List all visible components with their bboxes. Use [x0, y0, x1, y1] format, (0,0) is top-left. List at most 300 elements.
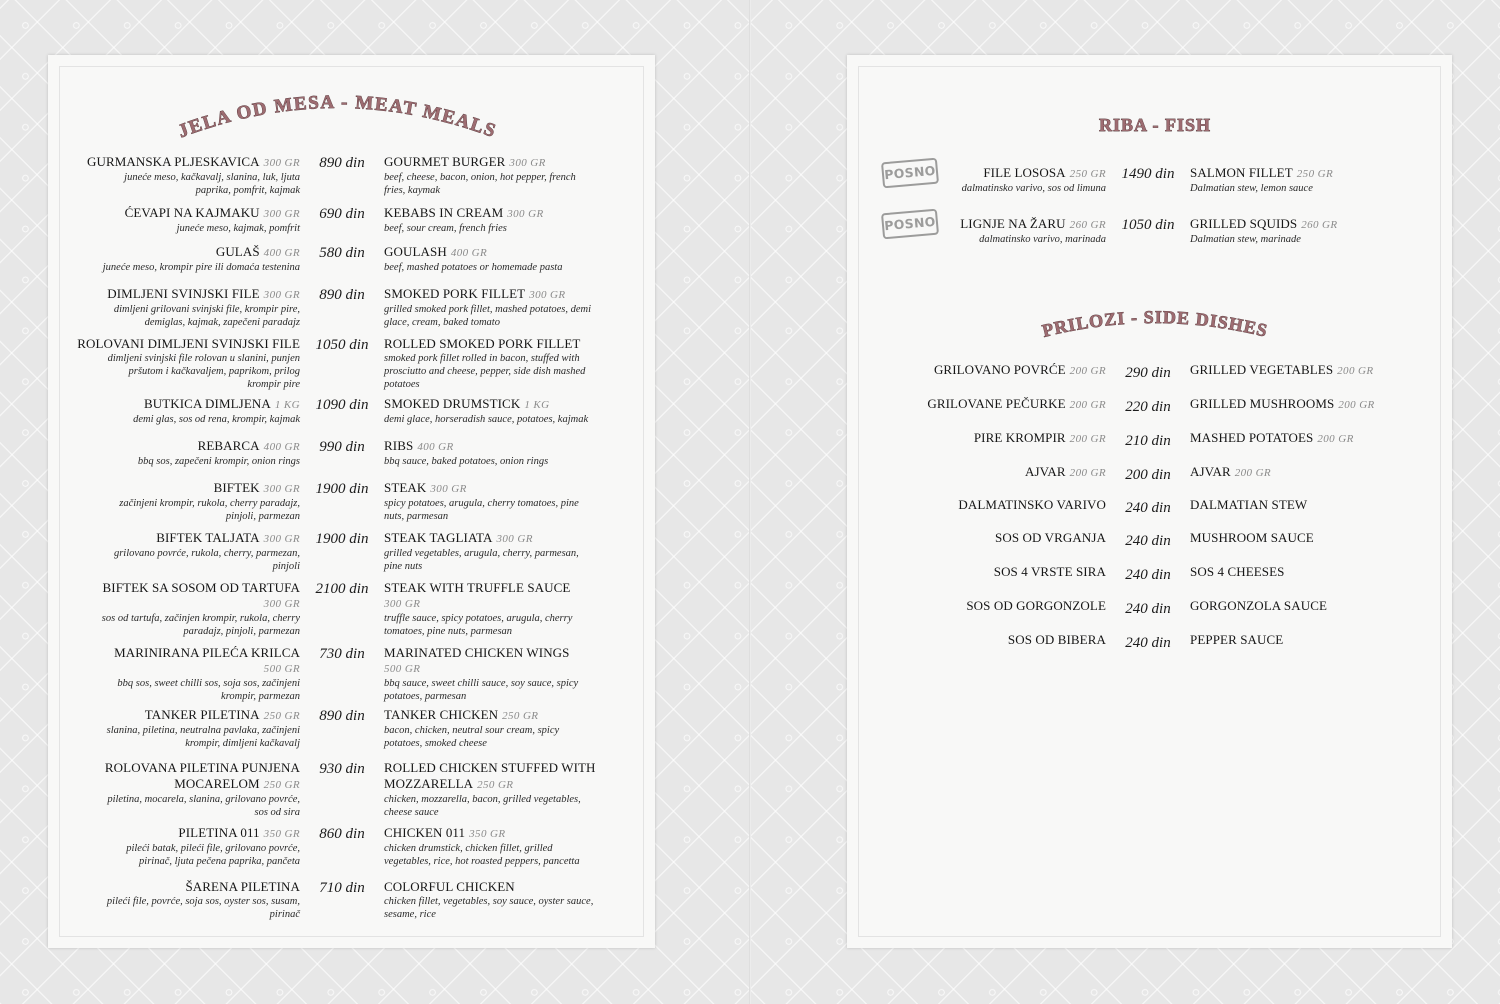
item-weight-sr: 500 GR — [263, 663, 300, 675]
posno-stamp: POSNO — [881, 209, 939, 240]
item-en-block — [384, 396, 634, 426]
item-name-line-sr — [880, 362, 1106, 379]
item-name-en: DALMATIAN STEW — [1190, 497, 1308, 512]
item-price: 890 din — [319, 708, 365, 724]
item-price: 290 din — [1125, 365, 1171, 381]
item-en-block — [384, 205, 634, 235]
item-name-sr: PILETINA 011 — [178, 825, 260, 840]
item-name-line-en — [384, 707, 634, 724]
item-weight-en: 200 GR — [1338, 399, 1375, 411]
item-en-block — [384, 879, 634, 921]
item-name-line-en — [384, 760, 634, 793]
item-sr-block — [880, 396, 1106, 413]
item-description-line: demi glace, horseradish sauce, potatoes, kajmak — [384, 414, 589, 425]
item-name-line-sr — [880, 216, 1106, 233]
item-name-sr: LIGNJE NA ŽARU — [960, 216, 1066, 231]
item-weight-en: 200 GR — [1337, 365, 1374, 377]
item-name-line-sr — [880, 464, 1106, 481]
item-price: 730 din — [319, 646, 365, 662]
item-sr-block — [880, 564, 1106, 580]
item-name-sr: ROLOVANA PILETINA PUNJENA MOCARELOM — [104, 760, 300, 791]
meat-section-title-text: JELA OD MESA - MEAT MEALS — [175, 91, 500, 143]
item-name-line-en — [1190, 165, 1440, 182]
item-name-line-en — [384, 580, 634, 612]
item-name-line-en — [384, 530, 634, 547]
item-description-line: sos od tartufa, začinjen krompir, rukola, cherry — [101, 613, 300, 624]
item-price: 1090 din — [315, 397, 369, 413]
item-description-en — [384, 793, 634, 819]
item-description-line: smoked pork fillet rolled in bacon, stuffed with — [384, 353, 580, 364]
posno-stamp: POSNO — [881, 158, 939, 189]
item-price: 1900 din — [315, 531, 369, 547]
item-description-en — [384, 547, 634, 573]
item-en-block — [384, 244, 634, 274]
item-description-line: truffle sauce, spicy potatoes, arugula, cherry — [384, 613, 573, 624]
item-description-line: spicy potatoes, arugula, cherry tomatoes, pine — [384, 498, 579, 509]
item-price: 200 din — [1125, 467, 1171, 483]
item-en-block — [1190, 216, 1440, 246]
item-name-line-sr — [56, 760, 300, 793]
item-name-line-sr — [56, 154, 300, 171]
item-sr-block — [56, 438, 300, 468]
item-weight-sr: 200 GR — [1069, 467, 1106, 479]
item-name-sr: GRILOVANE PEČURKE — [927, 396, 1066, 411]
item-weight-en: 250 GR — [502, 710, 539, 722]
item-name-en: CHICKEN 011 — [384, 825, 466, 840]
item-weight-en: 300 GR — [507, 208, 544, 220]
item-sr-block — [56, 825, 300, 868]
item-weight-en: 250 GR — [477, 779, 514, 791]
item-name-en: STEAK TAGLIATA — [384, 530, 493, 545]
item-name-sr: AJVAR — [1024, 464, 1066, 479]
item-weight-sr: 300 GR — [263, 483, 300, 495]
item-name-line-sr — [880, 430, 1106, 447]
item-name-sr: SOS 4 VRSTE SIRA — [993, 564, 1106, 579]
item-description-en — [384, 895, 634, 921]
item-description-en — [384, 677, 634, 703]
meat-section-title — [175, 92, 499, 142]
item-description-sr — [56, 303, 300, 329]
item-price: 240 din — [1125, 533, 1171, 549]
item-en-block — [1190, 564, 1440, 580]
item-name-line-sr — [880, 165, 1106, 182]
item-weight-en: 300 GR — [384, 598, 421, 610]
item-sr-block — [56, 396, 300, 426]
item-name-line-sr — [56, 707, 300, 724]
item-description-line: bbq sauce, baked potatoes, onion rings — [384, 456, 549, 467]
item-description-line: pirinač — [269, 909, 300, 920]
item-name-sr: SOS OD BIBERA — [1007, 632, 1106, 647]
item-description-line: fries, kaymak — [384, 185, 440, 196]
item-description-line: dalmatinsko varivo, sos od limuna — [961, 183, 1106, 194]
item-sr-block — [880, 464, 1106, 481]
item-description-line: beef, cheese, bacon, onion, hot pepper, french — [384, 172, 576, 183]
item-en-block — [384, 286, 634, 329]
item-name-sr: SOS OD VRGANJA — [995, 530, 1106, 545]
item-name-sr: GRILOVANO POVRĆE — [933, 362, 1066, 377]
item-name-sr: DIMLJENI SVINJSKI FILE — [107, 286, 260, 301]
item-weight-sr: 400 GR — [263, 247, 300, 259]
item-name-en: MARINATED CHICKEN WINGS — [384, 645, 570, 660]
item-description-line: beef, sour cream, french fries — [384, 223, 507, 234]
item-name-sr: ROLOVANI DIMLJENI SVINJSKI FILE — [77, 336, 300, 351]
item-name-line-en — [384, 645, 634, 677]
item-sr-block — [56, 879, 300, 921]
item-description-line: pinjoli — [272, 561, 300, 572]
item-name-en: TANKER CHICKEN — [384, 707, 499, 722]
item-description-sr — [56, 895, 300, 921]
item-description-en — [384, 171, 634, 197]
item-description-line: grilovano povrće, rukola, cherry, parmezan, — [113, 548, 300, 559]
item-en-block — [1190, 430, 1440, 447]
item-weight-sr: 200 GR — [1069, 365, 1106, 377]
item-name-sr: ĆEVAPI NA KAJMAKU — [124, 205, 260, 220]
item-name-line-en — [384, 286, 634, 303]
item-description-line: bbq sauce, sweet chilli sauce, soy sauce, spicy — [384, 678, 579, 689]
item-weight-sr: 1 KG — [274, 399, 300, 411]
item-description-sr — [56, 724, 300, 750]
item-description-line: chicken, mozzarella, bacon, grilled vegetables, — [384, 794, 581, 805]
item-weight-sr: 300 GR — [263, 208, 300, 220]
item-name-en: RIBS — [384, 438, 414, 453]
item-name-en: GORGONZOLA SAUCE — [1190, 598, 1328, 613]
item-sr-block — [56, 336, 300, 391]
item-name-line-sr — [880, 396, 1106, 413]
item-weight-sr: 260 GR — [1069, 219, 1106, 231]
item-description-en — [384, 497, 634, 523]
item-name-line-sr — [880, 632, 1106, 648]
item-name-line-en — [384, 438, 634, 455]
item-name-en: SOS 4 CHEESES — [1190, 564, 1285, 579]
item-weight-en: 200 GR — [1234, 467, 1272, 479]
item-name-line-sr — [56, 480, 300, 497]
item-weight-en: 250 GR — [1296, 168, 1334, 180]
item-name-line-en — [384, 336, 634, 352]
item-name-sr: GURMANSKA PLJESKAVICA — [86, 154, 260, 169]
item-name-sr: MARINIRANA PILEĆA KRILCA — [114, 645, 300, 660]
item-name-line-en — [384, 154, 634, 171]
item-description-sr — [56, 455, 300, 468]
item-description-line: bbq sos, sweet chilli sos, soja sos, začinjeni — [117, 678, 300, 689]
item-description-line: juneće meso, kačkavalj, slanina, luk, ljuta — [124, 172, 300, 183]
item-description-en — [384, 612, 634, 638]
item-name-en: GRILLED MUSHROOMS — [1190, 396, 1335, 411]
item-description-line: pršutom i kačkavaljem, paprikom, prilog — [128, 366, 300, 377]
page-fold — [749, 0, 751, 1004]
item-description-line: krompir pire — [247, 379, 300, 390]
item-weight-sr: 300 GR — [263, 533, 300, 545]
item-en-block — [1190, 165, 1440, 195]
item-description-line: krompir, dimljeni kačkavalj — [185, 738, 300, 749]
item-name-line-en — [1190, 396, 1440, 413]
item-sr-block — [880, 216, 1106, 246]
item-name-sr: PIRE KROMPIR — [973, 430, 1066, 445]
item-name-line-en — [1190, 464, 1440, 481]
item-en-block — [384, 580, 634, 638]
item-description-line: Dalmatian stew, lemon sauce — [1190, 183, 1313, 194]
item-name-line-en — [1190, 430, 1440, 447]
item-description-line: juneće meso, kajmak, pomfrit — [176, 223, 300, 234]
item-description-line: chicken drumstick, chicken fillet, grilled — [384, 843, 553, 854]
item-description-line: demiglas, kajmak, zapečeni paradajz — [144, 317, 300, 328]
item-description-line: demi glas, sos od rena, krompir, kajmak — [133, 414, 300, 425]
item-en-block — [1190, 396, 1440, 413]
item-name-line-sr — [880, 530, 1106, 546]
item-name-en: SALMON FILLET — [1190, 165, 1293, 180]
item-name-en: GRILLED SQUIDS — [1190, 216, 1298, 231]
item-name-line-sr — [880, 564, 1106, 580]
fish-section-title: RIBA - FISH — [1098, 115, 1212, 135]
item-name-line-sr — [56, 825, 300, 842]
item-name-line-sr — [56, 244, 300, 261]
item-description-line: juneće meso, krompir pire ili domaća testenina — [102, 262, 300, 273]
item-weight-sr: 300 GR — [263, 157, 300, 169]
item-description-en — [384, 455, 634, 468]
item-description-line: dalmatinsko varivo, marinada — [979, 234, 1106, 245]
item-weight-en: 300 GR — [430, 483, 467, 495]
item-name-en: ROLLED SMOKED PORK FILLET — [384, 336, 581, 351]
item-weight-sr: 200 GR — [1069, 433, 1106, 445]
item-description-en — [1190, 182, 1440, 195]
item-price: 1490 din — [1121, 166, 1175, 182]
item-name-line-sr — [56, 205, 300, 222]
item-description-line: dimljeni grilovani svinjski file, krompir pire, — [113, 304, 300, 315]
item-en-block — [384, 480, 634, 523]
item-weight-sr: 300 GR — [263, 289, 300, 301]
item-description-line: potatoes, parmesan — [384, 691, 467, 702]
item-en-block — [1190, 598, 1440, 614]
item-description-en — [384, 303, 634, 329]
item-name-en: COLORFUL CHICKEN — [384, 879, 515, 894]
item-name-en: GRILLED VEGETABLES — [1190, 362, 1334, 377]
item-name-line-en — [384, 879, 634, 895]
item-en-block — [384, 336, 634, 391]
item-description-line: sesame, rice — [384, 909, 436, 920]
item-description-sr — [56, 413, 300, 426]
item-description-line: pinjoli, parmezan — [225, 511, 300, 522]
item-description-line: beef, mashed potatoes or homemade pasta — [384, 262, 563, 273]
item-name-line-en — [384, 396, 634, 413]
item-name-sr: ŠARENA PILETINA — [185, 879, 300, 894]
item-en-block — [384, 825, 634, 868]
item-description-en — [384, 222, 634, 235]
item-weight-sr: 250 GR — [1069, 168, 1106, 180]
item-price: 2100 din — [315, 581, 369, 597]
item-name-en: SMOKED DRUMSTICK — [384, 396, 521, 411]
item-name-line-sr — [56, 530, 300, 547]
item-description-line: potatoes, smoked cheese — [384, 738, 487, 749]
item-description-line: dimljeni svinjski file rolovan u slanini, punjen — [107, 353, 300, 364]
item-price: 240 din — [1125, 500, 1171, 516]
item-sr-block — [56, 760, 300, 819]
item-price: 890 din — [319, 287, 365, 303]
item-description-sr — [56, 547, 300, 573]
item-name-line-sr — [56, 286, 300, 303]
item-sr-block — [880, 530, 1106, 546]
item-weight-sr: 300 GR — [263, 598, 300, 610]
item-weight-en: 400 GR — [450, 247, 488, 259]
item-name-line-en — [1190, 530, 1440, 546]
item-price: 1050 din — [1121, 217, 1175, 233]
item-name-sr: BIFTEK — [213, 480, 260, 495]
item-sr-block — [880, 165, 1106, 195]
item-description-line: piletina, mocarela, slanina, grilovano povrće, — [107, 794, 300, 805]
item-name-line-sr — [56, 879, 300, 895]
item-description-line: chicken fillet, vegetables, soy sauce, oyster sauce, — [384, 896, 594, 907]
item-description-sr — [880, 182, 1106, 195]
item-price: 1050 din — [315, 337, 369, 353]
item-weight-sr: 250 GR — [263, 710, 300, 722]
item-description-line: prosciutto and cheese, pepper, side dish mashed — [384, 366, 586, 377]
item-weight-en: 350 GR — [469, 828, 506, 840]
item-en-block — [384, 760, 634, 819]
item-price: 210 din — [1125, 433, 1171, 449]
item-sr-block — [880, 362, 1106, 379]
item-description-sr — [56, 261, 300, 274]
item-weight-en: 300 GR — [529, 289, 566, 301]
item-name-line-en — [1190, 216, 1440, 233]
item-name-sr: SOS OD GORGONZOLE — [966, 598, 1106, 613]
item-name-en: MASHED POTATOES — [1190, 430, 1314, 445]
item-sr-block — [880, 497, 1106, 513]
item-en-block — [1190, 497, 1440, 513]
item-price: 690 din — [319, 206, 365, 222]
item-name-en: SMOKED PORK FILLET — [384, 286, 526, 301]
item-en-block — [1190, 362, 1440, 379]
item-weight-sr: 400 GR — [263, 441, 300, 453]
item-description-sr — [56, 222, 300, 235]
item-name-sr: BUTKICA DIMLJENA — [143, 396, 271, 411]
item-description-sr — [56, 793, 300, 819]
item-name-line-en — [1190, 497, 1440, 513]
item-name-en: STEAK — [384, 480, 427, 495]
item-name-line-en — [1190, 362, 1440, 379]
item-sr-block — [56, 205, 300, 235]
item-en-block — [384, 645, 634, 703]
item-description-sr — [56, 171, 300, 197]
item-name-en: KEBABS IN CREAM — [384, 205, 504, 220]
item-price: 990 din — [319, 439, 365, 455]
item-name-line-en — [384, 480, 634, 497]
item-sr-block — [56, 580, 300, 638]
item-description-sr — [56, 677, 300, 703]
item-price: 930 din — [319, 761, 365, 777]
item-en-block — [1190, 530, 1440, 546]
item-name-line-en — [384, 825, 634, 842]
item-weight-en: 260 GR — [1301, 219, 1338, 231]
item-description-en — [384, 724, 634, 750]
item-weight-sr: 350 GR — [263, 828, 300, 840]
item-en-block — [384, 707, 634, 750]
item-price: 240 din — [1125, 635, 1171, 651]
item-weight-en: 500 GR — [384, 663, 421, 675]
item-sr-block — [56, 707, 300, 750]
item-name-sr: BIFTEK TALJATA — [156, 530, 260, 545]
item-name-line-en — [1190, 564, 1440, 580]
item-sr-block — [56, 530, 300, 573]
item-sr-block — [880, 598, 1106, 614]
item-name-line-sr — [56, 645, 300, 677]
item-description-en — [384, 413, 634, 426]
item-description-line: pileći file, povrće, soja sos, oyster sos, susam, — [106, 896, 300, 907]
item-name-sr: FILE LOSOSA — [983, 165, 1066, 180]
item-price: 580 din — [319, 245, 365, 261]
fish-section-heading — [1060, 100, 1250, 140]
item-description-line: grilled vegetables, arugula, cherry, parmesan, — [384, 548, 579, 559]
item-description-sr — [56, 842, 300, 868]
item-description-en — [384, 352, 634, 391]
item-weight-sr: 200 GR — [1069, 399, 1106, 411]
item-price: 240 din — [1125, 601, 1171, 617]
item-en-block — [1190, 464, 1440, 481]
item-name-sr: REBARCA — [197, 438, 260, 453]
item-sr-block — [56, 244, 300, 274]
item-description-en — [384, 261, 634, 274]
item-description-en — [1190, 233, 1440, 246]
item-name-en: AJVAR — [1190, 464, 1231, 479]
item-description-line: cheese sauce — [384, 807, 439, 818]
sides-section-title — [1040, 307, 1270, 341]
item-price: 890 din — [319, 155, 365, 171]
item-price: 710 din — [319, 880, 365, 896]
item-sr-block — [56, 154, 300, 197]
item-weight-en: 1 KG — [524, 399, 550, 411]
item-weight-en: 300 GR — [509, 157, 546, 169]
item-name-en: MUSHROOM SAUCE — [1190, 530, 1314, 545]
item-name-line-sr — [56, 336, 300, 352]
item-en-block — [384, 154, 634, 197]
item-description-sr — [56, 352, 300, 391]
sides-section-heading — [1020, 290, 1290, 350]
item-name-line-en — [384, 205, 634, 222]
item-name-line-sr — [880, 598, 1106, 614]
item-description-line: nuts, parmesan — [384, 511, 449, 522]
item-name-sr: TANKER PILETINA — [144, 707, 260, 722]
item-name-line-en — [1190, 598, 1440, 614]
item-name-line-en — [384, 244, 634, 261]
item-description-sr — [56, 497, 300, 523]
item-price: 860 din — [319, 826, 365, 842]
item-description-line: bacon, chicken, neutral sour cream, spicy — [384, 725, 560, 736]
item-name-sr: GULAŠ — [215, 244, 260, 259]
item-description-line: Dalmatian stew, marinade — [1190, 234, 1301, 245]
item-sr-block — [56, 480, 300, 523]
item-description-line: bbq sos, zapečeni krompir, onion rings — [137, 456, 300, 467]
item-weight-en: 400 GR — [417, 441, 454, 453]
item-description-sr — [56, 612, 300, 638]
item-description-line: pirinač, ljuta pečena paprika, pančeta — [139, 856, 300, 867]
item-description-line: paprika, pomfrit, kajmak — [195, 185, 300, 196]
item-description-en — [384, 842, 634, 868]
item-weight-en: 200 GR — [1317, 433, 1354, 445]
item-description-line: glace, cream, baked tomato — [384, 317, 500, 328]
item-price: 240 din — [1125, 567, 1171, 583]
item-description-line: tomatoes, pine nuts, parmesan — [384, 626, 513, 637]
item-name-line-sr — [56, 580, 300, 612]
item-name-en: PEPPER SAUCE — [1190, 632, 1284, 647]
item-sr-block — [880, 430, 1106, 447]
item-name-line-sr — [56, 438, 300, 455]
item-description-line: vegetables, rice, hot roasted peppers, pancetta — [384, 856, 580, 867]
item-name-en: GOULASH — [384, 244, 447, 259]
item-description-line: pine nuts — [384, 561, 423, 572]
item-sr-block — [56, 286, 300, 329]
item-description-line: potatoes — [384, 379, 420, 390]
item-price: 1900 din — [315, 481, 369, 497]
item-name-sr: BIFTEK SA SOSOM OD TARTUFA — [102, 580, 300, 595]
item-description-line: sos od sira — [254, 807, 300, 818]
item-description-line: grilled smoked pork fillet, mashed potatoes, demi — [384, 304, 592, 315]
